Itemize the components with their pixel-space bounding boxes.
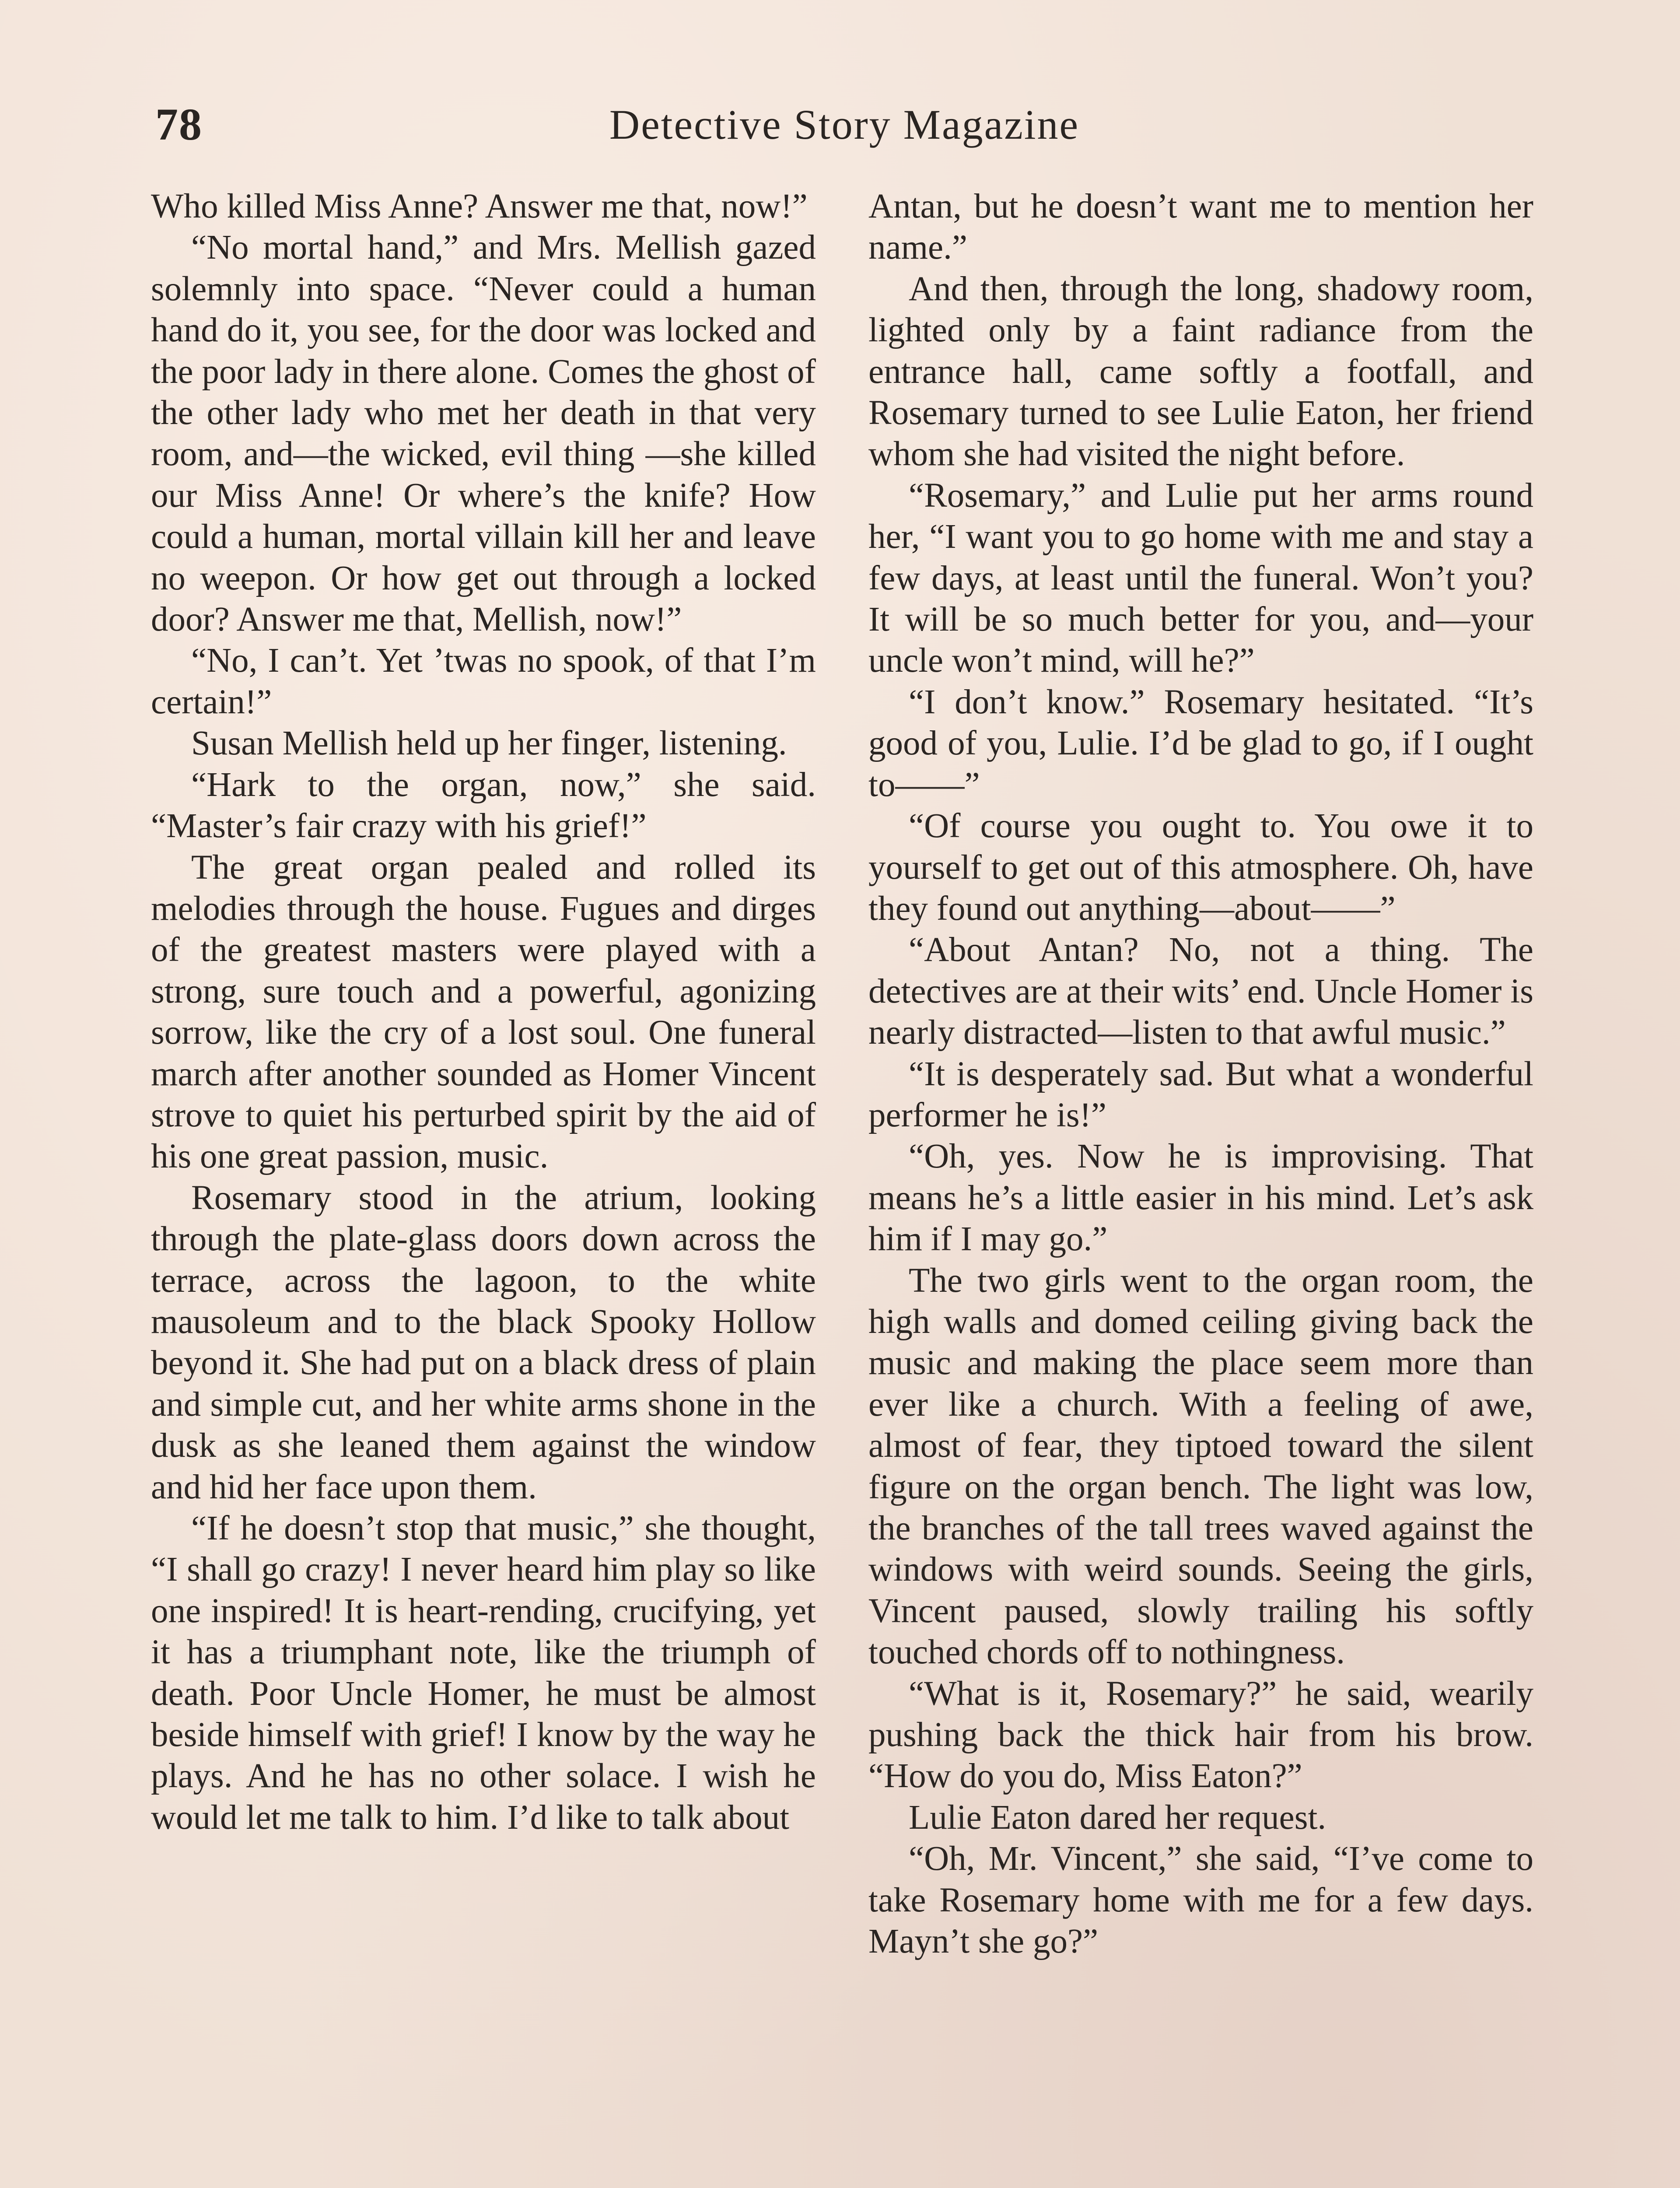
paragraph: Susan Mellish held up her finger, listening. bbox=[191, 724, 787, 763]
paragraph: And then, through the long, shadowy room, lighted only by a faint radiance from the entrance hall, came softly a footfall, and Rosemary turned to see Lulie Eaton, her friend whom she had visited the night before. bbox=[868, 270, 1533, 473]
paragraph: “Oh, Mr. Vincent,” she said, “I’ve come to take Rosemary home with me for a few days. Mayn’t she go?” bbox=[868, 1840, 1533, 1961]
continued-paragraph: Antan, but he doesn’t want me to mention her name.” bbox=[868, 187, 1533, 267]
paragraph: “Rosemary,” and Lulie put her arms round her, “I want you to go home with me and stay a few days, at least until the funeral. Won’t you? It will be so much better for you, and—your uncle won’t mind, will he?” bbox=[868, 476, 1533, 680]
paragraph: “Hark to the organ, now,” she said. “Master’s fair crazy with his grief!” bbox=[151, 765, 816, 845]
paragraph: The two girls went to the organ room, the high walls and domed ceiling giving back the music and making the place seem more than ever like a church. With a feeling of awe, almost of fear, they tiptoed toward the silent figure on the organ bench. The light was low, the branches of the tall trees waved against the windows with weird sounds. Seeing the girls, Vincent paused, slowly trailing his softly touched chords off to nothingness. bbox=[868, 1261, 1533, 1672]
running-title: Detective Story Magazine bbox=[609, 101, 1080, 148]
paragraph: “Oh, yes. Now he is improvising. That means he’s a little easier in his mind. Let’s ask him if I may go.” bbox=[868, 1137, 1533, 1259]
right-column bbox=[868, 186, 1533, 2188]
paragraph: “No, I can’t. Yet ’twas no spook, of that I’m certain!” bbox=[151, 642, 816, 721]
paragraph: “About Antan? No, not a thing. The detectives are at their wits’ end. Uncle Homer is nearly distracted—listen to that awful music.” bbox=[868, 931, 1533, 1052]
paragraph: “If he doesn’t stop that music,” she thought, “I shall go crazy! I never heard him play so like one inspired! It is heart-rending, crucifying, yet it has a triumphant note, like the triumph of death. Poor Uncle Homer, he must be almost beside himself with grief! I know by the way he plays. And he has no other solace. I wish he would let me talk to him. I’d like to talk about bbox=[151, 1509, 816, 1837]
paragraph: Rosemary stood in the atrium, looking through the plate-glass doors down across the terrace, across the lagoon, to the white mausoleum and to the black Spooky Hollow beyond it. She had put on a black dress of plain and simple cut, and her white arms shone in the dusk as she leaned them against the window and hid her face upon them. bbox=[151, 1178, 816, 1506]
page-number: 78 bbox=[155, 99, 203, 150]
page-header bbox=[155, 94, 1533, 164]
left-column bbox=[151, 186, 816, 2188]
paragraph: “No mortal hand,” and Mrs. Mellish gazed solemnly into space. “Never could a human hand do it, you see, for the door was locked and the poor lady in there alone. Comes the ghost of the other lady who met her death in that very room, and—the wicked, evil thing —she killed our Miss Anne! Or where’s the knife? How could a human, mortal villain kill her and leave no weepon. Or how get out through a locked door? Answer me that, Mellish, now!” bbox=[151, 228, 816, 639]
paragraph: The great organ pealed and rolled its melodies through the house. Fugues and dirges of the greatest masters were played with a strong, sure touch and a powerful, agonizing sorrow, like the cry of a lost soul. One funeral march after another sounded as Homer Vincent strove to quiet his perturbed spirit by the aid of his one great passion, music. bbox=[151, 848, 816, 1176]
paragraph: Lulie Eaton dared her request. bbox=[909, 1798, 1326, 1837]
paragraph: “It is desperately sad. But what a wonderful performer he is!” bbox=[868, 1055, 1533, 1134]
paragraph: “Of course you ought to. You owe it to yourself to get out of this atmosphere. Oh, have they found out anything—about——” bbox=[868, 807, 1533, 928]
text-columns bbox=[151, 186, 1533, 2188]
paragraph: “What is it, Rosemary?” he said, wearily pushing back the thick hair from his brow. “How do you do, Miss Eaton?” bbox=[868, 1674, 1533, 1795]
continued-paragraph: Who killed Miss Anne? Answer me that, now!” bbox=[151, 187, 808, 225]
paragraph: “I don’t know.” Rosemary hesitated. “It’s good of you, Lulie. I’d be glad to go, if I ought to——” bbox=[868, 683, 1533, 804]
